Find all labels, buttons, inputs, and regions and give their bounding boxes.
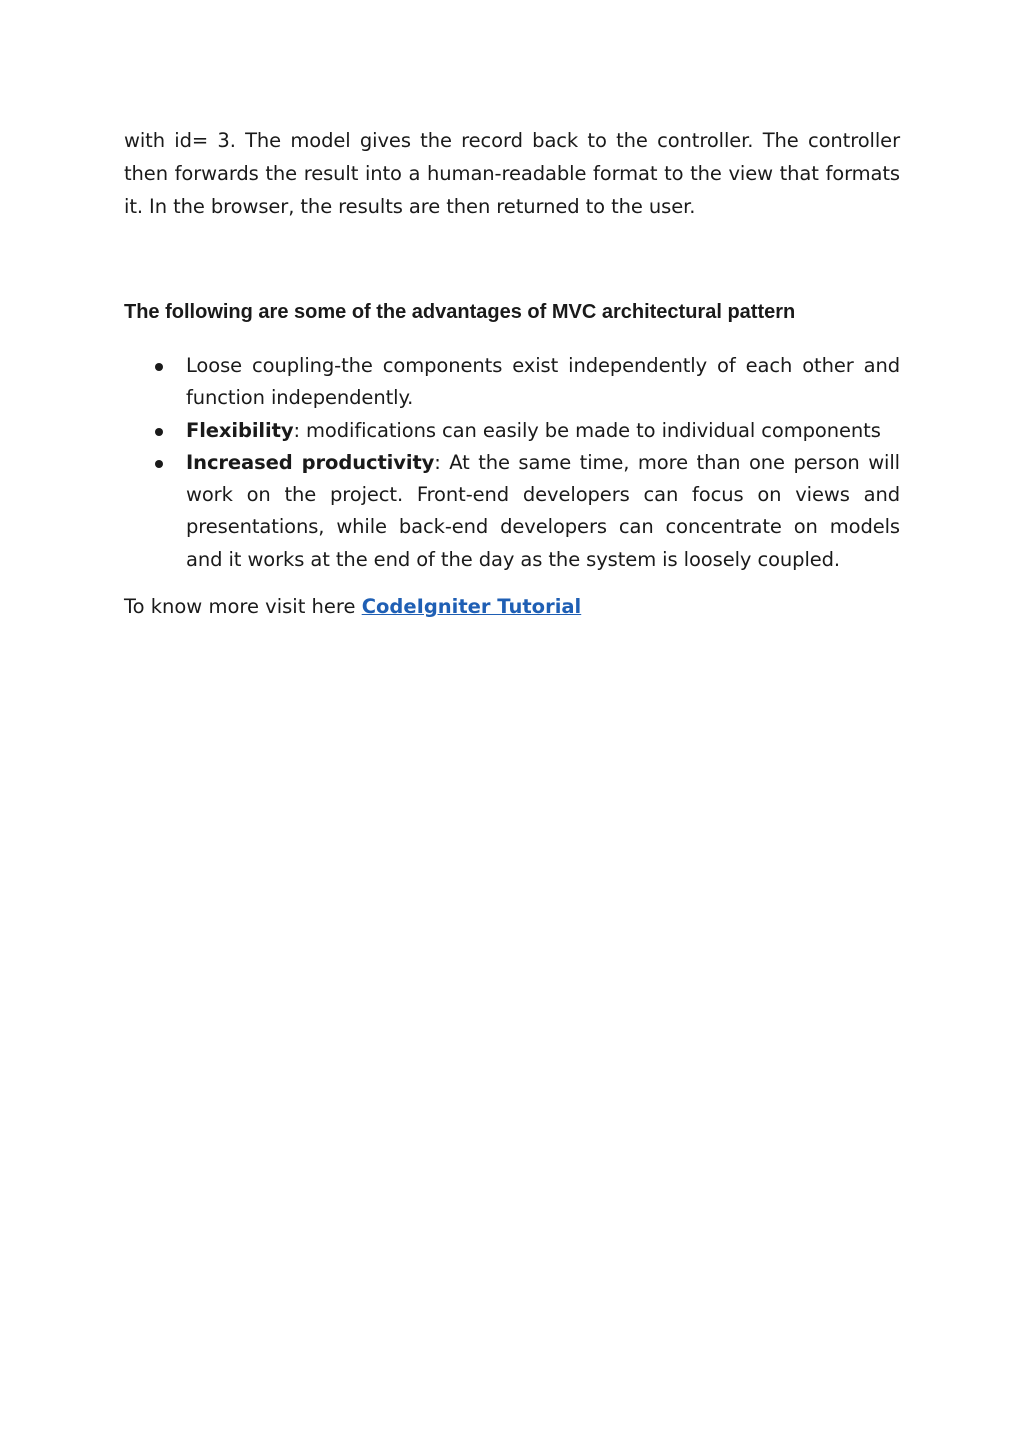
- advantage-text: Loose coupling-the components exist independently of each other and function independently.: [186, 354, 900, 410]
- advantages-list: [124, 350, 900, 576]
- footer-prefix: To know more visit here: [124, 595, 362, 619]
- advantage-term: Flexibility: [186, 418, 294, 442]
- bullet-icon: [155, 428, 163, 436]
- footer-line: [124, 590, 900, 623]
- list-item: [124, 447, 900, 576]
- list-item: [124, 415, 900, 447]
- advantage-term: Increased productivity: [186, 450, 435, 474]
- advantage-text: : modifications can easily be made to individual components: [293, 418, 881, 442]
- advantage-text: : At the same time, more than one person will work on the project. Front-end developers can focus on views and presentations, while back-end developers can concentrate on models and it works at the end of the day as the system is loosely coupled.: [186, 450, 900, 571]
- intro-paragraph: with id= 3. The model gives the record back to the controller. The controller then forwards the result into a human-readable format to the view that formats it. In the browser, the results are then returned to the user.: [124, 129, 900, 218]
- list-item: [124, 350, 900, 415]
- page-content: [124, 124, 900, 623]
- codeigniter-tutorial-link[interactable]: CodeIgniter Tutorial: [361, 595, 582, 619]
- bullet-icon: [155, 460, 163, 468]
- section-heading: The following are some of the advantages of MVC architectural pattern: [124, 301, 796, 323]
- bullet-icon: [155, 363, 163, 371]
